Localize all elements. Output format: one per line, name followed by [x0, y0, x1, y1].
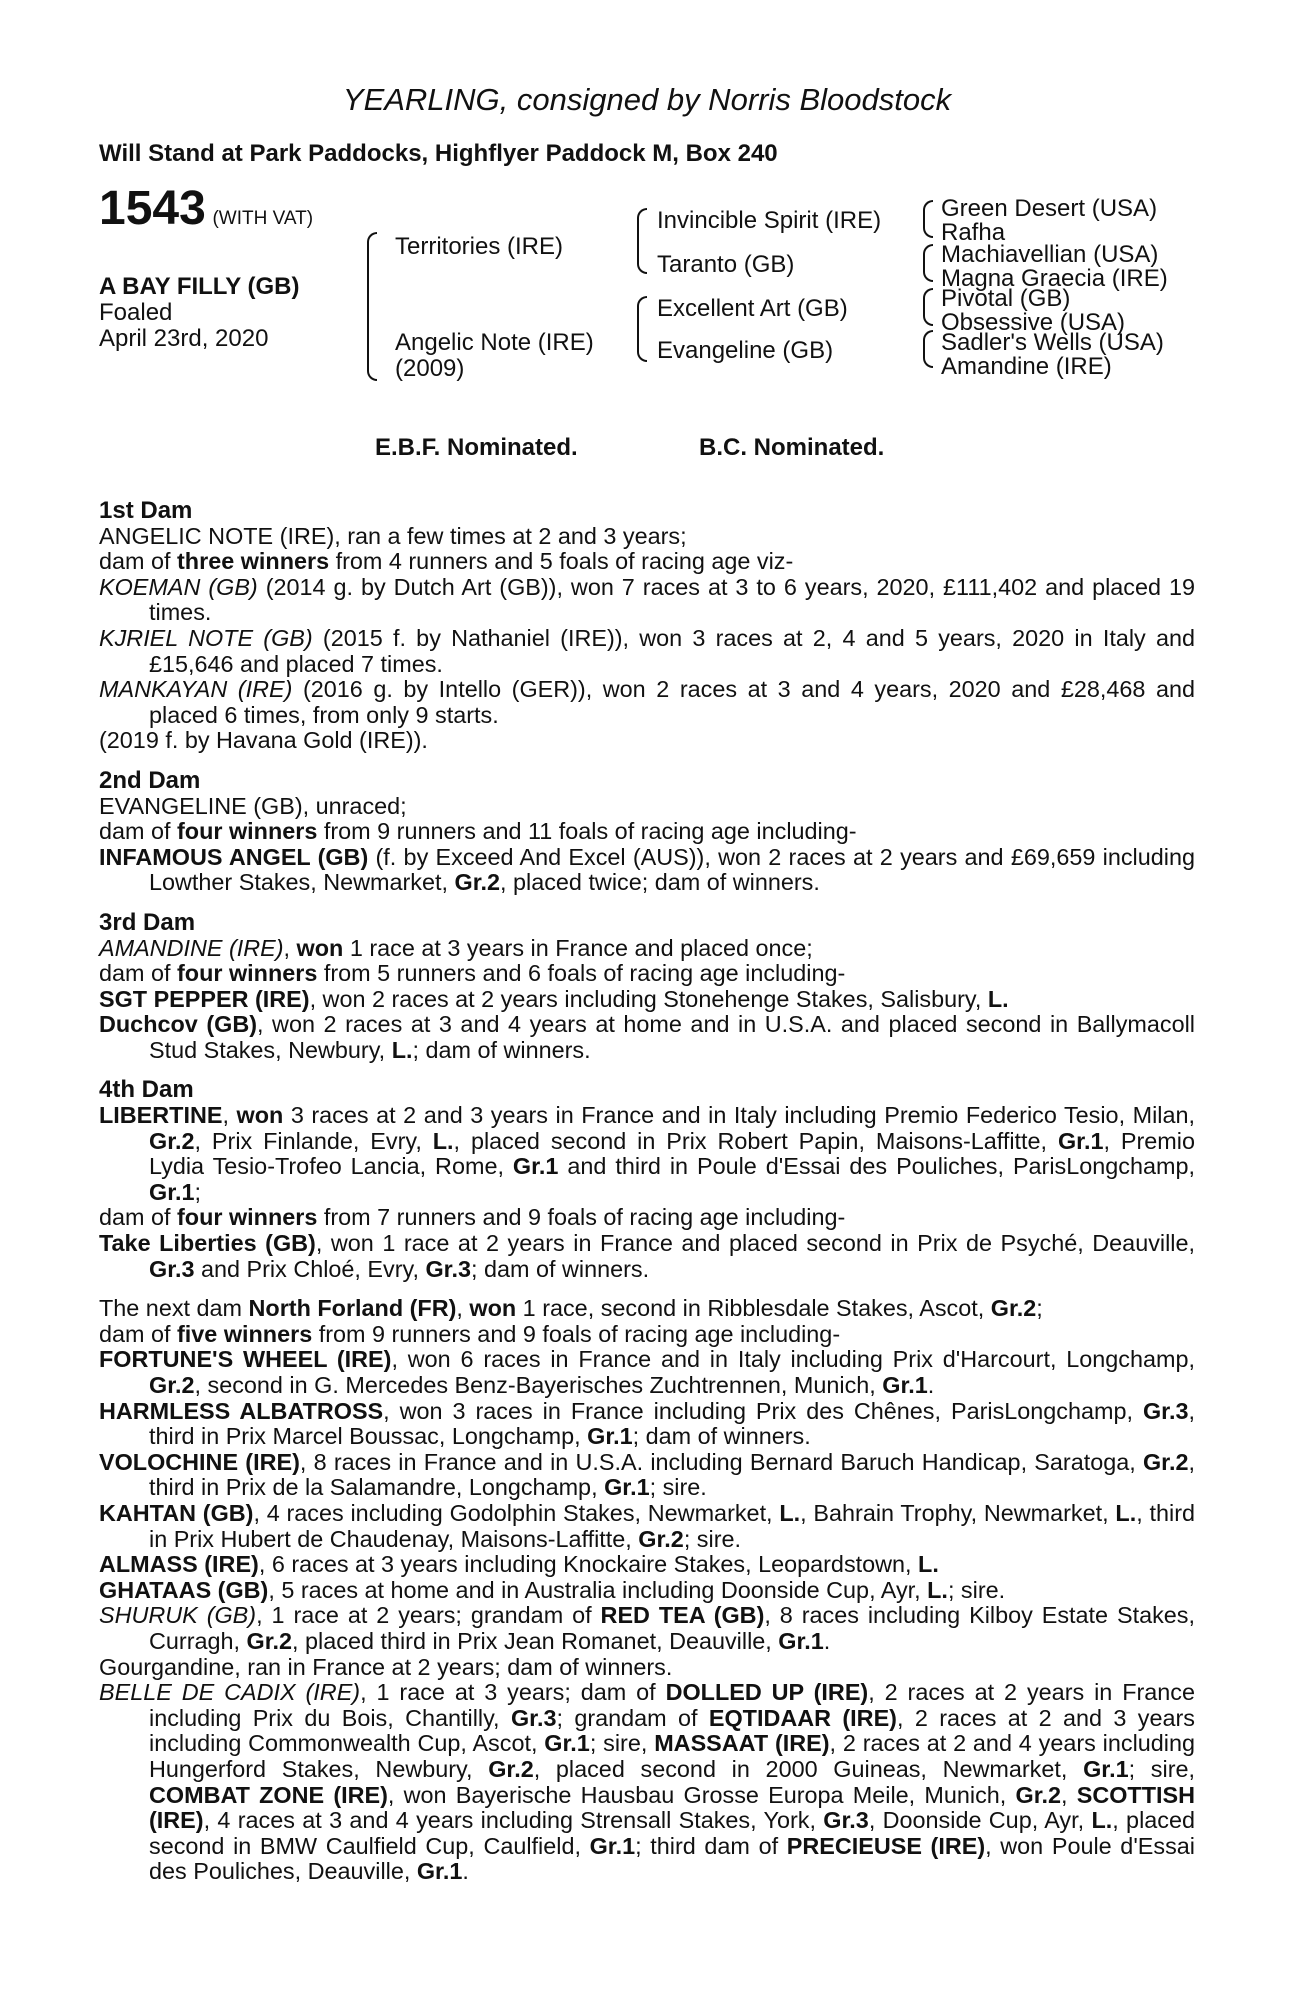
- sire-dam: Taranto (GB): [657, 251, 795, 278]
- progeny-entry: VOLOCHINE (IRE), 8 races in France and in U.S.A. including Bernard Baruch Handicap, Saratoga, Gr.2, third in Prix de la Salamandre, Longchamp, Gr.1; sire.: [99, 1448, 1195, 1501]
- ebf-nominated: E.B.F. Nominated.: [375, 434, 578, 461]
- vat-note: (WITH VAT): [212, 208, 314, 229]
- gen3-2: Rafha: [941, 219, 1006, 246]
- section-heading: 2nd Dam: [99, 766, 201, 794]
- gen3-4: Magna Graecia (IRE): [941, 265, 1168, 292]
- progeny-entry: Take Liberties (GB), won 1 race at 2 years in France and placed second in Prix de Psyché, Deauville, Gr.3 and Prix Chloé, Evry, Gr.3; dam of winners.: [99, 1230, 1195, 1282]
- pedigree-block: [99, 182, 1195, 426]
- foaled-date: April 23rd, 2020: [99, 325, 269, 352]
- gen3-7: Sadler's Wells (USA): [941, 329, 1164, 356]
- dam-of-line: dam of four winners from 9 runners and 11 foals of racing age including-: [99, 818, 857, 845]
- lot-title: A BAY FILLY (GB): [99, 273, 300, 300]
- dam-line: LIBERTINE, won 3 races at 2 and 3 years in France and in Italy including Premio Federico Tesio, Milan, Gr.2, Prix Finlande, Evry, L., placed second in Prix Robert Papin, Maisons-Laffitte, Gr.1, Premio Lydia Tesio-Trofeo Lancia, Rome, Gr.1 and third in Poule d'Essai des Pouliches, ParisLongchamp, Gr.1;: [99, 1102, 1195, 1205]
- dam-of-line: dam of five winners from 9 runners and 9 foals of racing age including-: [99, 1320, 841, 1347]
- dam-line: AMANDINE (IRE), won 1 race at 3 years in France and placed once;: [99, 934, 813, 961]
- dam-line: ANGELIC NOTE (IRE), ran a few times at 2 and 3 years;: [99, 522, 687, 549]
- progeny-entry: BELLE DE CADIX (IRE), 1 race at 3 years; dam of DOLLED UP (IRE), 2 races at 2 years in France including Prix du Bois, Chantilly, Gr.3; grandam of EQTIDAAR (IRE), 2 races at 2 and 3 years including Commonwealth Cup, Ascot, Gr.1; sire, MASSAAT (IRE), 2 races at 2 and 4 years including Hungerford Stakes, Newbury, Gr.2, placed second in 2000 Guineas, Newmarket, Gr.1; sire, COMBAT ZONE (IRE), won Bayerische Hausbau Grosse Europa Meile, Munich, Gr.2, SCOTTISH (IRE), 4 races at 3 and 4 years including Strensall Stakes, York, Gr.3, Doonside Cup, Ayr, L., placed second in BMW Caulfield Cup, Caulfield, Gr.1; third dam of PRECIEUSE (IRE), won Poule d'Essai des Pouliches, Deauville, Gr.1.: [99, 1679, 1195, 1885]
- section-heading: 1st Dam: [99, 497, 193, 524]
- bracket: [923, 244, 933, 282]
- section-heading: 3rd Dam: [99, 908, 196, 936]
- nominations: [99, 426, 1195, 484]
- lot-number-line: [99, 182, 314, 235]
- progeny-entry: SHURUK (GB), 1 race at 2 years; grandam of RED TEA (GB), 8 races including Kilboy Estate Stakes, Curragh, Gr.2, placed third in Prix Jean Romanet, Deauville, Gr.1.: [99, 1602, 1195, 1654]
- gen3-1: Green Desert (USA): [941, 195, 1158, 222]
- bracket: [637, 296, 647, 362]
- sire-sire: Invincible Spirit (IRE): [657, 207, 882, 234]
- bracket: [637, 208, 647, 274]
- progeny-entry: KAHTAN (GB), 4 races including Godolphin Stakes, Newmarket, L., Bahrain Trophy, Newmarket, L., third in Prix Hubert de Chaudenay, Maisons-Laffitte, Gr.2; sire.: [99, 1499, 1195, 1552]
- dam-of-line: dam of three winners from 4 runners and 5 foals of racing age viz-: [99, 548, 794, 575]
- bracket: [923, 200, 933, 238]
- bc-nominated: B.C. Nominated.: [699, 434, 885, 461]
- dam-dam: Evangeline (GB): [657, 337, 834, 364]
- bracket: [923, 330, 933, 368]
- progeny-entry: MANKAYAN (IRE) (2016 g. by Intello (GER)), won 2 races at 3 and 4 years, 2020 and £28,468 and placed 6 times, from only 9 starts.: [99, 676, 1195, 728]
- progeny-entry: SGT PEPPER (IRE), won 2 races at 2 years including Stonehenge Stakes, Salisbury, L.: [99, 985, 1009, 1012]
- dam-of-line: dam of four winners from 7 runners and 9 foals of racing age including-: [99, 1204, 846, 1231]
- dam-sire: Excellent Art (GB): [657, 295, 848, 322]
- progeny-entry: GHATAAS (GB), 5 races at home and in Australia including Doonside Cup, Ayr, L.; sire.: [99, 1576, 1006, 1603]
- progeny-entry: Duchcov (GB), won 2 races at 3 and 4 years at home and in U.S.A. and placed second in Ballymacoll Stud Stakes, Newbury, L.; dam of winners.: [99, 1011, 1195, 1063]
- dam-line: EVANGELINE (GB), unraced;: [99, 792, 407, 819]
- first-dam-section: [99, 498, 1195, 754]
- progeny-entry: (2019 f. by Havana Gold (IRE)).: [99, 727, 428, 754]
- section-heading: 4th Dam: [99, 1076, 194, 1104]
- progeny-entry: HARMLESS ALBATROSS, won 3 races in France including Prix des Chênes, ParisLongchamp, Gr.3, third in Prix Marcel Boussac, Longchamp, Gr.1; dam of winners.: [99, 1397, 1195, 1450]
- third-dam-section: [99, 910, 1195, 1064]
- sire: Territories (IRE): [395, 233, 564, 260]
- progeny-entry: FORTUNE'S WHEEL (IRE), won 6 races in France and in Italy including Prix d'Harcourt, Longchamp, Gr.2, second in G. Mercedes Benz-Bayerisches Zuchtrennen, Munich, Gr.1.: [99, 1346, 1195, 1398]
- progeny-entry: INFAMOUS ANGEL (GB) (f. by Exceed And Excel (AUS)), won 2 races at 2 years and £69,659 including Lowther Stakes, Newmarket, Gr.2, placed twice; dam of winners.: [99, 843, 1195, 896]
- lot-number: 1543: [99, 182, 206, 235]
- fourth-dam-section: [99, 1077, 1195, 1282]
- dam-year: (2009): [395, 355, 465, 382]
- bracket: [367, 232, 377, 381]
- stand-location: Will Stand at Park Paddocks, Highflyer Paddock M, Box 240: [99, 140, 778, 167]
- gen3-5: Pivotal (GB): [941, 285, 1071, 312]
- page-header: YEARLING, consigned by Norris Bloodstock: [342, 82, 952, 117]
- bracket: [923, 288, 933, 326]
- dam-of-line: dam of four winners from 5 runners and 6 foals of racing age including-: [99, 960, 846, 987]
- progeny-entry: ALMASS (IRE), 6 races at 3 years including Knockaire Stakes, Leopardstown, L.: [99, 1551, 939, 1578]
- gen3-8: Amandine (IRE): [941, 353, 1112, 380]
- gen3-3: Machiavellian (USA): [941, 241, 1159, 268]
- next-dam-section: [99, 1296, 1195, 1885]
- dam-line: The next dam North Forland (FR), won 1 race, second in Ribblesdale Stakes, Ascot, Gr.2;: [99, 1295, 1043, 1322]
- gen3-6: Obsessive (USA): [941, 309, 1126, 336]
- foaled-label: Foaled: [99, 299, 173, 326]
- second-dam-section: [99, 768, 1195, 896]
- catalogue-page: [99, 82, 1195, 1885]
- dam: Angelic Note (IRE): [395, 329, 594, 356]
- progeny-entry: KOEMAN (GB) (2014 g. by Dutch Art (GB)), won 7 races at 3 to 6 years, 2020, £111,402 and placed 19 times.: [99, 573, 1196, 626]
- progeny-entry: Gourgandine, ran in France at 2 years; dam of winners.: [99, 1653, 673, 1680]
- progeny-entry: KJRIEL NOTE (GB) (2015 f. by Nathaniel (IRE)), won 3 races at 2, 4 and 5 years, 2020 in Italy and £15,646 and placed 7 times.: [99, 624, 1195, 677]
